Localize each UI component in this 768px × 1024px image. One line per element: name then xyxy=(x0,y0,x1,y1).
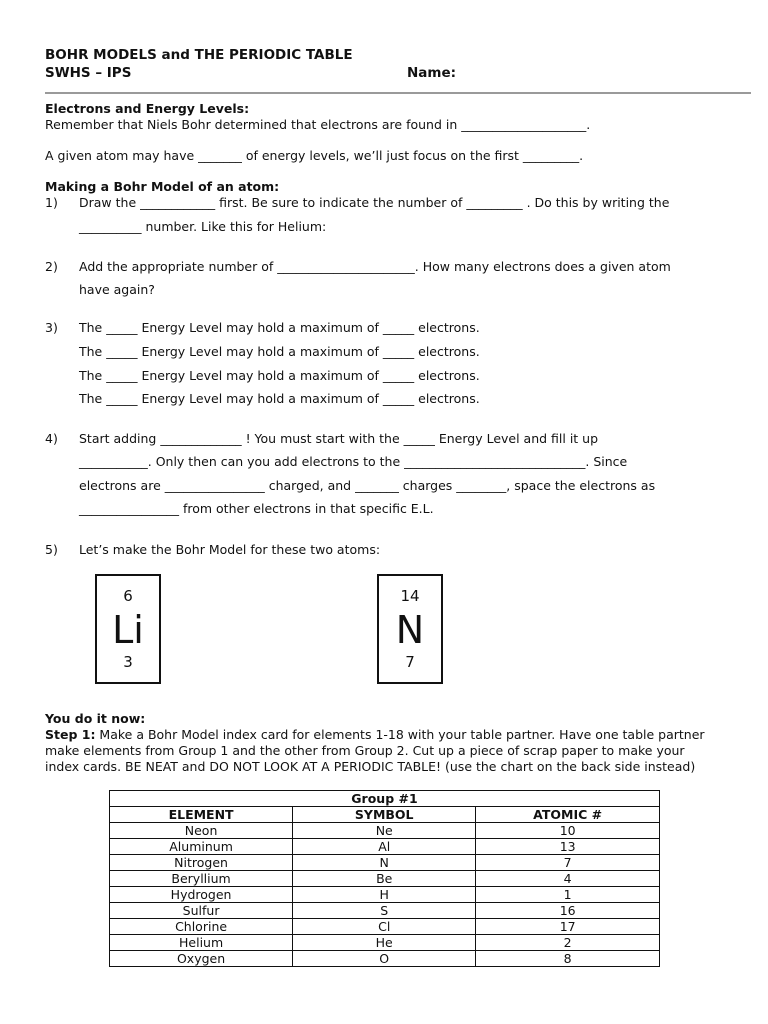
cell-element: Sulfur xyxy=(110,903,293,919)
cell-atomic-number: 4 xyxy=(476,871,660,887)
card-mass-number: 14 xyxy=(400,587,420,605)
section1-line1: Remember that Niels Bohr determined that electrons are found in ____________________. xyxy=(45,117,591,132)
element-card-lithium xyxy=(95,574,161,684)
table-row xyxy=(110,823,660,839)
cell-element: Beryllium xyxy=(110,871,293,887)
item-line: Start adding _____________ ! You must start with the _____ Energy Level and fill it up xyxy=(79,431,599,446)
table-row xyxy=(110,839,660,855)
item-number: 5) xyxy=(45,542,58,557)
section-heading-bohr-model: Making a Bohr Model of an atom: xyxy=(45,179,280,194)
step1-text: Make a Bohr Model index card for elements 1-18 with your table partner. Have one table partner xyxy=(95,727,705,742)
cell-element: Nitrogen xyxy=(110,855,293,871)
step1-line1 xyxy=(45,727,705,742)
cell-element: Oxygen xyxy=(110,951,293,967)
header-divider xyxy=(45,92,751,94)
item-line: have again? xyxy=(79,282,155,297)
card-atomic-number: 3 xyxy=(123,653,133,671)
item-number: 4) xyxy=(45,431,58,446)
cell-atomic-number: 1 xyxy=(476,887,660,903)
column-header: ATOMIC # xyxy=(476,807,660,823)
cell-symbol: Ne xyxy=(293,823,476,839)
column-header: ELEMENT xyxy=(110,807,293,823)
item-line: electrons are ________________ charged, and _______ charges ________, space the electrons as xyxy=(79,478,656,493)
step1-line3: index cards. BE NEAT and DO NOT LOOK AT A PERIODIC TABLE! (use the chart on the back side instead) xyxy=(45,759,696,774)
step1-line2: make elements from Group 1 and the other from Group 2. Cut up a piece of scrap paper to make your xyxy=(45,743,685,758)
cell-element: Aluminum xyxy=(110,839,293,855)
cell-atomic-number: 8 xyxy=(476,951,660,967)
step-label: Step 1: xyxy=(45,727,96,742)
item-line: The _____ Energy Level may hold a maximum of _____ electrons. xyxy=(79,320,480,335)
item-number: 1) xyxy=(45,195,58,210)
item-line: __________ number. Like this for Helium: xyxy=(79,219,327,234)
item-line: ___________. Only then can you add electrons to the _____________________________. Since xyxy=(79,454,628,469)
table-row xyxy=(110,951,660,967)
cell-atomic-number: 13 xyxy=(476,839,660,855)
table-row xyxy=(110,919,660,935)
table-row xyxy=(110,903,660,919)
section-heading-electrons: Electrons and Energy Levels: xyxy=(45,101,250,116)
cell-symbol: Al xyxy=(293,839,476,855)
cell-symbol: Be xyxy=(293,871,476,887)
item-number: 2) xyxy=(45,259,58,274)
table-row xyxy=(110,871,660,887)
item-line: The _____ Energy Level may hold a maximum of _____ electrons. xyxy=(79,344,480,359)
item-line: Let’s make the Bohr Model for these two atoms: xyxy=(79,542,381,557)
cell-symbol: H xyxy=(293,887,476,903)
cell-element: Neon xyxy=(110,823,293,839)
item-line: The _____ Energy Level may hold a maximum of _____ electrons. xyxy=(79,368,480,383)
cell-atomic-number: 2 xyxy=(476,935,660,951)
cell-element: Chlorine xyxy=(110,919,293,935)
cell-atomic-number: 10 xyxy=(476,823,660,839)
name-label: Name: xyxy=(407,65,457,81)
cell-symbol: Cl xyxy=(293,919,476,935)
section1-line2: A given atom may have _______ of energy levels, we’ll just focus on the first _________. xyxy=(45,148,584,163)
table-row xyxy=(110,887,660,903)
cell-element: Helium xyxy=(110,935,293,951)
cell-symbol: He xyxy=(293,935,476,951)
column-header: SYMBOL xyxy=(293,807,476,823)
item-line: Draw the ____________ first. Be sure to indicate the number of _________ . Do this by writing the xyxy=(79,195,670,210)
cell-atomic-number: 17 xyxy=(476,919,660,935)
card-symbol: Li xyxy=(112,608,144,652)
cell-atomic-number: 7 xyxy=(476,855,660,871)
table-row xyxy=(110,855,660,871)
group-table xyxy=(109,790,660,967)
cell-element: Hydrogen xyxy=(110,887,293,903)
cell-atomic-number: 16 xyxy=(476,903,660,919)
cell-symbol: S xyxy=(293,903,476,919)
element-card-nitrogen xyxy=(377,574,443,684)
class-label: SWHS – IPS xyxy=(45,65,132,81)
table-title: Group #1 xyxy=(110,791,660,807)
cell-symbol: N xyxy=(293,855,476,871)
item-line: Add the appropriate number of ______________________. How many electrons does a given atom xyxy=(79,259,671,274)
section-heading-do-it-now: You do it now: xyxy=(45,711,146,726)
card-atomic-number: 7 xyxy=(405,653,415,671)
page-title: BOHR MODELS and THE PERIODIC TABLE xyxy=(45,47,353,63)
card-symbol: N xyxy=(395,608,425,652)
card-mass-number: 6 xyxy=(123,587,133,605)
table-row xyxy=(110,935,660,951)
item-number: 3) xyxy=(45,320,58,335)
cell-symbol: O xyxy=(293,951,476,967)
item-line: ________________ from other electrons in that specific E.L. xyxy=(79,501,434,516)
item-line: The _____ Energy Level may hold a maximum of _____ electrons. xyxy=(79,391,480,406)
